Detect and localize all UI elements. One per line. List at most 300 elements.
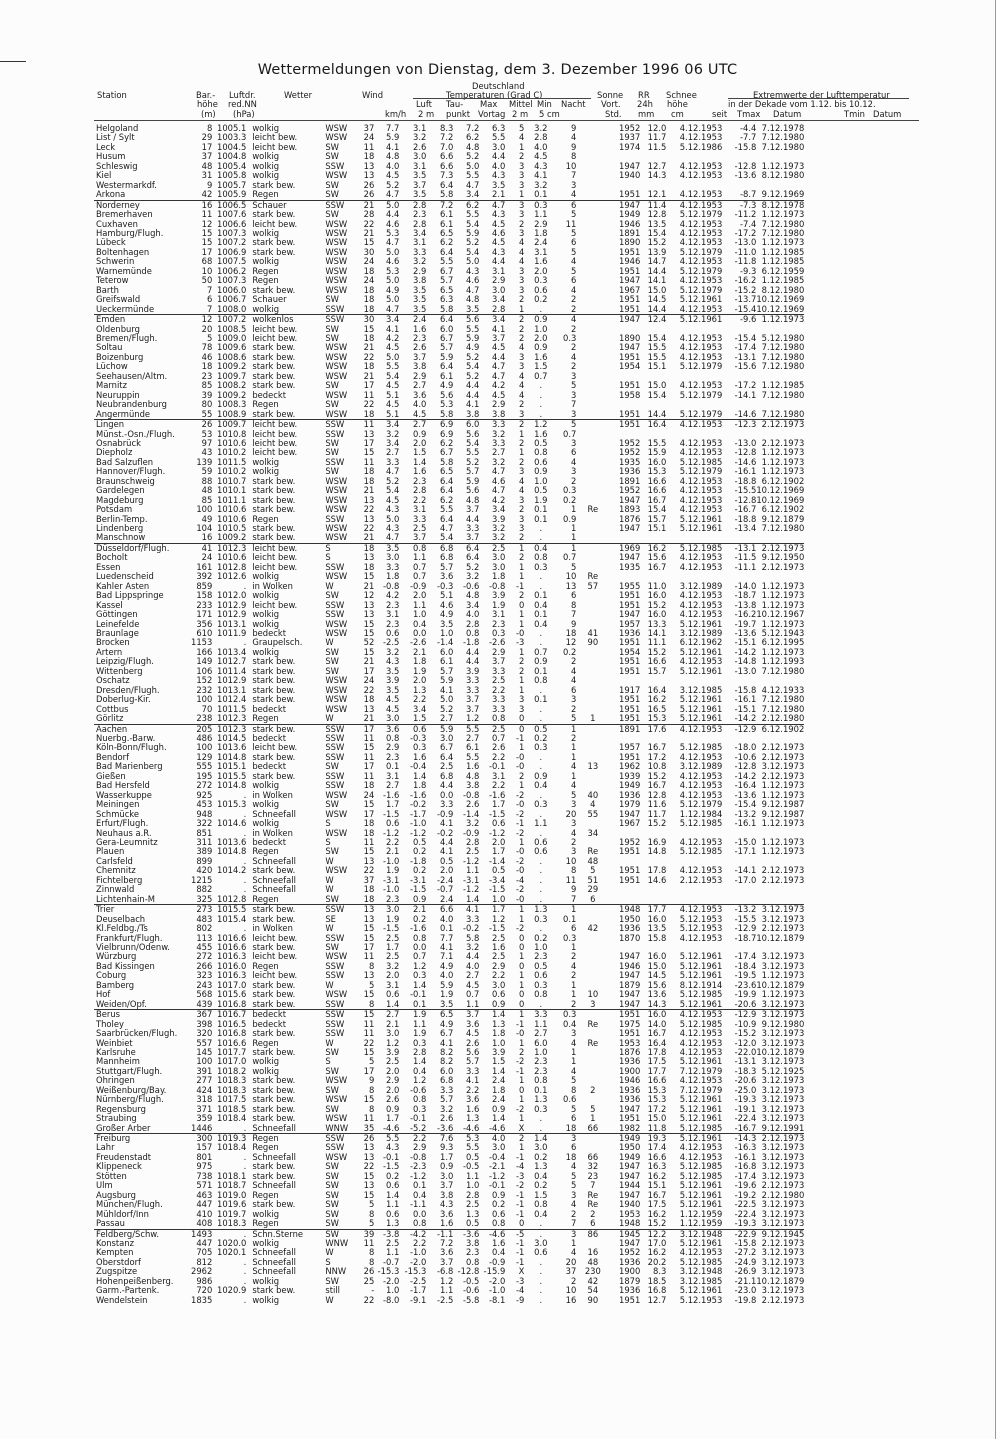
cell-mittel-2m: 4.4 [466,657,480,667]
cell-tmax-datum: 4.12.1953 [679,837,723,847]
cell-tmax-datum [666,572,722,581]
cell-min-5cm: 1.9 [492,600,506,610]
cell-luft-2m: 3.5 [386,685,400,695]
cell-wind-richtung: WSW [325,238,348,248]
cell-wetter: leicht bew. [252,933,298,943]
cell-tmax-datum: 5.12.1979 [679,266,723,276]
cell-seit: 1953 [619,1038,641,1048]
cell-sonne: 1.3 [524,905,557,915]
cell-max-vortag: 6.1 [440,219,454,229]
cell-schnee [576,171,609,180]
cell-tmax-datum: 1.12.1959 [679,1219,723,1229]
cell-mittel-2m: 1.4 [466,894,480,904]
cell-tmin-datum: 1.12.1973 [761,591,805,601]
cell-max-vortag: 4.4 [440,837,454,847]
cell-bar-hoehe: 152 [196,676,213,686]
cell-sonne: . [539,762,543,772]
cell-luftdruck: 1003.3 [217,133,247,143]
cell-tmax: 10.8 [647,762,667,772]
cell-wind-richtung: SSW [319,200,354,210]
cell-seit: 1947 [619,610,641,620]
cell-nacht: 1 [518,781,525,791]
cell-seit: 1947 [619,524,641,534]
cell-bar-hoehe: 398 [196,1019,213,1029]
cell-bar-hoehe: 78 [201,343,213,353]
cell-tmin [722,943,756,952]
cell-taupunkt: 0.4 [413,619,427,629]
cell-seit: 1955 [619,581,641,591]
cell-tmin: -22.4 [734,1114,757,1124]
cell-station: Hamburg/Flugh. [96,228,164,238]
cell-min-5cm: 2.9 [492,400,506,410]
cell-max-vortag: 7.6 [426,1134,453,1144]
cell-mittel-2m: 3.7 [466,704,480,714]
cell-seit: 1947 [619,1162,641,1172]
cell-wind-speed: 8 [368,961,375,971]
cell-tmin-datum: 10.12.1879 [756,933,805,943]
cell-sonne: 0.1 [534,695,548,705]
cell-sonne: 0.8 [534,1200,548,1210]
cell-nacht: 4 [518,238,525,248]
station-row [94,781,804,790]
cell-nacht: 1 [518,980,525,990]
cell-sonne: . [539,685,543,695]
cell-wind-richtung: SW [325,1200,339,1210]
cell-nacht: 4 [518,133,525,143]
cell-luft-2m: -1.5 [382,1162,400,1172]
cell-max-vortag: 6.6 [426,905,453,915]
cell-rr-24h: 0.3 [557,1010,576,1020]
cell-sonne: 0.1 [534,1085,548,1095]
cell-station: Lübeck [96,238,126,248]
cell-tmin: -13.6 [734,790,757,800]
cell-wind-richtung: SSW [325,933,345,943]
cell-tmax: 15.4 [647,505,667,515]
cell-wind-speed: 21 [363,714,375,724]
header-rr-c: mm [638,109,655,119]
station-row [94,582,804,591]
cell-sonne: 2.3 [534,1057,548,1067]
cell-wind-speed: 15 [363,324,375,334]
cell-rr-24h: 4 [570,257,577,267]
cell-luftdruck: 1005.9 [217,190,247,200]
cell-station: Seehausen/Altm. [96,371,168,381]
station-row [94,629,804,638]
cell-wind-richtung: WSW [325,828,348,838]
cell-luftdruck: 1016.5 [217,1019,247,1029]
cell-station: Hannover/Flugh. [96,467,166,477]
cell-mittel-2m: 4.5 [466,980,480,990]
cell-luftdruck: 1012.9 [217,600,247,610]
cell-seit: 1947 [619,1239,641,1249]
cell-max-vortag: 3.6 [440,572,454,582]
cell-nacht: 2 [505,1134,524,1144]
cell-luftdruck: 1014.8 [217,847,247,857]
cell-wetter: Schneefall [252,875,296,885]
cell-wind-speed: 22 [363,505,375,515]
cell-mittel-2m: 5.5 [466,324,480,334]
station-row [94,1181,804,1190]
cell-luftdruck: 1018.3 [217,1085,247,1095]
cell-min-5cm: 3.1 [492,610,506,620]
cell-schnee: 86 [576,1229,609,1239]
cell-taupunkt: 2.0 [413,438,427,448]
cell-min-5cm: -15.9 [483,1267,506,1277]
cell-min-5cm: 2.8 [492,304,506,314]
cell-max-vortag: 5.7 [440,276,454,286]
cell-luftdruck: 1008.5 [217,324,247,334]
cell-wind-richtung: SW [325,1085,339,1095]
cell-max-vortag: 6.3 [440,295,454,305]
station-row [94,1296,804,1305]
cell-tmax-datum: 5.12.1961 [679,1095,723,1105]
cell-min-5cm: 3.3 [479,420,505,430]
cell-tmax: 15.0 [647,1114,667,1124]
cell-wind-richtung: SW [325,1104,339,1114]
cell-seit: 1951 [619,666,641,676]
header-station: Station [97,90,127,100]
cell-wetter: stark bew. [252,486,296,496]
cell-sonne: 0.6 [534,1248,548,1258]
cell-rr-24h: 7 [570,610,577,620]
cell-schnee [576,362,609,371]
cell-wind-richtung: WSW [325,685,348,695]
cell-max-vortag: -0.2 [436,828,454,838]
cell-min-5cm: -8.1 [488,1295,506,1305]
cell-rr-24h: 4 [570,781,577,791]
cell-luftdruck: . [243,1152,247,1162]
cell-sonne: 0.2 [534,933,548,943]
cell-wind-richtung: S [325,837,331,847]
cell-sonne: 0.5 [534,486,548,496]
cell-seit: 1891 [619,228,641,238]
cell-schnee: Re [587,572,599,582]
cell-tmax: 15.1 [647,362,667,372]
cell-sonne: 2.3 [534,952,548,962]
cell-seit [609,430,640,439]
cell-station: Stuttgart/Flugh. [96,1066,163,1076]
station-row [94,430,804,439]
cell-tmin-datum: 3.12.1973 [761,1029,805,1039]
cell-bar-hoehe: 391 [196,1066,213,1076]
cell-wind-richtung: SSW [325,600,345,610]
cell-bar-hoehe: 453 [196,800,213,810]
cell-min-5cm: -2.1 [488,1162,506,1172]
cell-tmax-datum [666,181,722,190]
cell-min-5cm: 1.4 [492,1066,506,1076]
station-row [94,772,804,781]
cell-luftdruck: 1007.6 [217,210,247,220]
cell-wind-richtung: SSW [325,781,345,791]
cell-tmax-datum: 4.12.1953 [679,610,723,620]
cell-mittel-2m: 3.2 [466,572,480,582]
cell-station: Nuerbg.-Barw. [96,734,156,743]
cell-mittel-2m: 4.0 [466,961,480,971]
cell-sonne: . [539,381,543,391]
cell-min-5cm: 0.9 [492,1104,506,1114]
cell-wind-richtung: still [325,1286,340,1296]
cell-min-5cm: 3.0 [492,1143,506,1153]
cell-sonne: 2.4 [534,238,548,248]
cell-luft-2m: 4.2 [386,591,400,601]
cell-luftdruck: 1006.0 [217,285,247,295]
cell-luft-2m: -0.1 [382,1152,400,1162]
cell-taupunkt: 1.4 [413,771,427,781]
cell-station: Bad Kissingen [96,961,155,971]
cell-nacht: 3 [518,180,525,190]
cell-max-vortag: 5.7 [440,666,454,676]
cell-sonne: 1.0 [534,476,548,486]
header-wind-unit: km/h [385,109,407,119]
cell-tmin-datum: 9.12.1987 [761,809,805,819]
cell-rr-24h: 3 [570,1029,577,1039]
cell-seit: 1946 [619,219,641,229]
cell-luftdruck: 1010.5 [217,524,247,534]
cell-wind-speed: 13 [363,914,375,924]
cell-luftdruck: 1018.1 [217,1171,247,1181]
cell-taupunkt: 3.8 [413,362,427,372]
cell-schnee [576,1048,609,1057]
cell-rr-24h: 4 [570,457,577,467]
cell-wind-speed: 18 [354,543,374,553]
cell-wind-speed: 15 [363,1095,375,1105]
cell-station: Konstanz [96,1239,134,1249]
cell-tmax-datum: 5.12.1953 [679,1295,723,1305]
cell-rr-24h: 4 [570,285,577,295]
cell-seit: 1952 [619,837,641,847]
cell-wetter: stark bew. [252,247,296,257]
cell-nacht: 1 [518,971,525,981]
cell-station: Warnemünde [96,266,152,276]
cell-nacht: -2 [515,809,525,819]
cell-tmax-datum: 4.12.1953 [679,1076,723,1086]
station-row [94,1267,804,1276]
cell-taupunkt: 1.6 [413,752,427,762]
cell-sonne: 0.5 [534,961,548,971]
cell-luft-2m: 5.0 [386,352,400,362]
cell-rr-24h: 7 [570,894,577,904]
cell-wind-richtung: SW [325,1190,339,1200]
cell-wetter: leicht bew. [252,429,298,439]
cell-seit: 1936 [619,1286,641,1296]
cell-tmax: 16.6 [647,486,667,496]
cell-station: Lüchow [96,362,128,372]
cell-wind-richtung: SW [325,894,339,904]
cell-tmax-datum: 3.12.1948 [666,1229,722,1239]
cell-bar-hoehe: 59 [201,467,213,477]
cell-min-5cm: 1.0 [492,894,506,904]
cell-nacht: 4 [518,476,525,486]
cell-rr-24h: 5 [570,247,577,257]
cell-mittel-2m: -0.8 [462,790,480,800]
station-row [94,1095,804,1104]
cell-rr-24h: 9 [570,142,577,152]
cell-luft-2m: 2.3 [386,752,400,762]
cell-station: Gera-Leumnitz [96,837,158,847]
cell-min-5cm: 4.6 [492,476,506,486]
cell-max-vortag: 6.7 [440,333,454,343]
cell-luftdruck: 1010.6 [217,553,247,563]
cell-nacht: 3 [518,276,525,286]
cell-schnee: 66 [587,1152,599,1162]
cell-luft-2m: 2.5 [386,952,400,962]
cell-tmax: 15.3 [647,1095,667,1105]
cell-tmin-datum [756,400,804,409]
cell-wind-richtung: WSW [325,495,348,505]
cell-wind-speed: 8 [368,1209,375,1219]
cell-wind-richtung: SW [325,295,339,305]
cell-wind-richtung: WSW [325,1152,348,1162]
cell-min-5cm: 4.1 [492,324,506,334]
cell-wetter: wolkig [252,228,280,238]
cell-wetter: stark bew. [252,980,296,990]
cell-mittel-2m: 4.4 [466,381,480,391]
header-deutschland: Deutschland [472,81,525,91]
cell-taupunkt: 0.1 [413,1181,427,1191]
cell-max-vortag: 3.7 [440,1257,454,1267]
header-luftdr-mid: red.NN [228,99,257,109]
cell-tmax-datum: 5.12.1961 [679,1190,723,1200]
cell-wetter: stark bew. [252,990,296,1000]
cell-bar-hoehe: 705 [196,1248,213,1258]
cell-tmax: 16.0 [647,914,667,924]
cell-schnee: 3 [590,999,596,1009]
cell-min-5cm: -1.5 [488,924,506,934]
cell-sonne: . [539,304,543,314]
cell-mittel-2m: 3.3 [466,524,480,534]
cell-nacht: 3 [518,514,525,524]
cell-max-vortag: 4.9 [440,1019,454,1029]
cell-tmin: -14.2 [734,647,757,657]
cell-max-vortag: 3.2 [440,1104,454,1114]
cell-rr-24h: 3 [557,1229,576,1239]
cell-taupunkt: 0.4 [413,1190,427,1200]
cell-wind-richtung: WSW [325,524,348,534]
cell-max-vortag: 7.2 [426,200,453,210]
cell-tmin-datum: 7.12.1980 [761,228,805,238]
cell-tmin-datum: 10.12.1969 [756,486,805,496]
cell-seit: 1893 [619,505,641,515]
cell-wind-richtung: WSW [325,619,348,629]
cell-wind-speed: 24 [363,276,375,286]
cell-luft-2m: 1.7 [386,1114,400,1124]
cell-bar-hoehe: 323 [196,971,213,981]
cell-tmax-datum: 4.12.1953 [679,276,723,286]
cell-luft-2m: 0.6 [386,819,400,829]
cell-luftdruck: 1015.6 [217,990,247,1000]
header-luftdr-unit: (hPa) [233,109,255,119]
cell-sonne: 0.9 [534,343,548,353]
cell-wetter: stark bew. [252,1095,296,1105]
cell-station: Lahr [96,1143,115,1153]
cell-taupunkt: 3.1 [413,505,427,515]
cell-tmax-datum: 4.12.1953 [679,448,723,458]
cell-wind-richtung: WSW [325,133,348,143]
cell-max-vortag: 8.2 [440,1047,454,1057]
cell-tmax: 8.3 [653,1267,667,1277]
cell-mittel-2m: 3.4 [466,600,480,610]
cell-schnee [576,496,609,505]
cell-wind-speed: 8 [368,1257,375,1267]
station-row [94,1200,804,1209]
cell-mittel-2m: 2.6 [466,1038,480,1048]
cell-wetter: Regen [252,1143,279,1153]
cell-tmin-datum: 9.12.1991 [761,1123,805,1133]
cell-wetter: bedeckt [246,1010,319,1020]
cell-max-vortag: 6.7 [440,448,454,458]
cell-bar-hoehe: 104 [196,524,213,534]
cell-min-5cm: 3.3 [492,438,506,448]
cell-bar-hoehe: 233 [196,600,213,610]
cell-seit: 1891 [619,476,641,486]
cell-max-vortag: 6.6 [440,161,454,171]
cell-station: Bremen/Flugh. [96,333,158,343]
cell-tmin-datum [756,857,804,866]
cell-bar-hoehe: 31 [201,171,213,181]
cell-luftdruck: . [243,828,247,838]
cell-tmin-datum: 9.12.1945 [756,1229,804,1239]
cell-bar-hoehe: 100 [196,743,213,753]
cell-max-vortag: 1.6 [440,1219,454,1229]
cell-luft-2m: 2.3 [386,600,400,610]
cell-taupunkt: -0.4 [409,762,427,772]
cell-station: Fichtelberg [96,875,143,885]
cell-luft-2m: -2.0 [382,1276,400,1286]
cell-bar-hoehe: 925 [196,790,213,800]
cell-tmin-datum: 2.12.1980 [761,714,805,724]
cell-wind-richtung: SW [325,1047,339,1057]
cell-nacht: 3 [518,704,525,714]
cell-schnee: Re [587,1200,599,1210]
cell-bar-hoehe: 100 [196,695,213,705]
cell-min-5cm: 3.0 [492,562,506,572]
cell-schnee [576,467,609,476]
station-row [94,791,804,800]
cell-schnee [576,620,609,629]
cell-tmin-datum: 1.12.1973 [761,457,805,467]
cell-luft-2m: 3.0 [386,1029,400,1039]
cell-luftdruck: 1017.0 [217,1057,247,1067]
cell-wind-richtung: WSW [325,247,348,257]
cell-taupunkt: -5.2 [409,1123,427,1133]
cell-sonne: . [539,714,543,724]
cell-tmax: 11.4 [640,200,666,210]
cell-station: Klippeneck [96,1162,142,1172]
cell-luft-2m: 3.0 [386,714,400,724]
cell-schnee [576,315,609,325]
cell-tmin-datum: 2.12.1973 [761,1295,805,1305]
cell-luft-2m: 0.1 [386,762,400,772]
cell-luftdruck: 1006.7 [217,295,247,305]
cell-seit: 1951 [619,381,641,391]
cell-rr-24h: 5 [570,790,577,800]
cell-taupunkt: 1.4 [413,980,427,990]
station-row [94,1229,804,1239]
cell-seit [609,885,640,894]
cell-seit: 1952 [619,486,641,496]
cell-bar-hoehe: 5 [206,333,213,343]
cell-taupunkt: 2.6 [413,142,427,152]
cell-tmin-datum: 3.12.1973 [761,1038,805,1048]
cell-rr-24h: 2 [570,343,577,353]
cell-rr-24h: 4 [570,828,577,838]
cell-tmax-datum [666,895,722,905]
cell-seit: 1936 [619,1085,641,1095]
cell-luftdruck: 1010.6 [217,438,247,448]
cell-seit: 1951 [619,352,641,362]
cell-tmin-datum: 2.12.1973 [761,562,805,572]
cell-bar-hoehe: 7 [206,304,213,314]
